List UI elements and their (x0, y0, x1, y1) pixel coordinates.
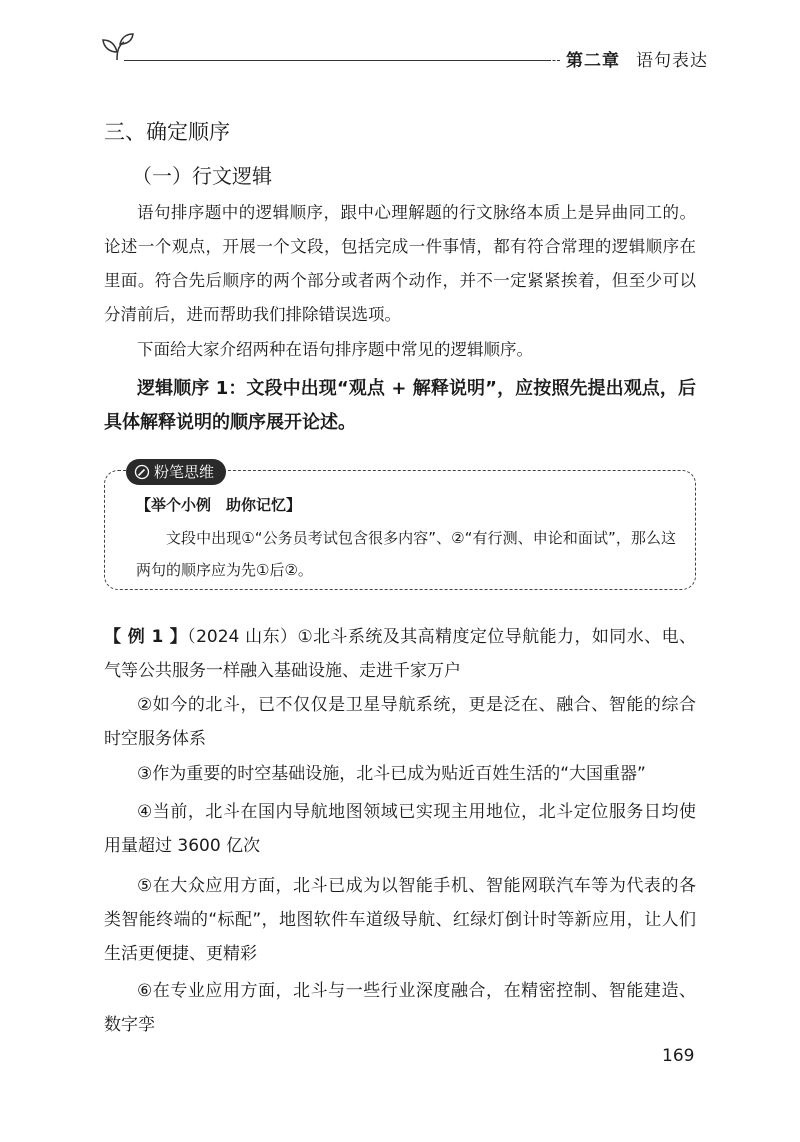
logic-rule: 逻辑顺序 1：文段中出现“观点 + 解释说明”，应按照先提出观点，后具体解释说明的顺序展开论述。 (104, 378, 696, 433)
section-title: 三、确定顺序 (104, 120, 230, 144)
example-1 (104, 620, 696, 688)
pencil-icon (134, 464, 150, 480)
example-source: （2024 山东） (187, 627, 298, 647)
header-title: 语句表达 (636, 51, 708, 71)
example-item-5: ⑤在大众应用方面，北斗已成为以智能手机、智能网联汽车等为代表的各类智能终端的“标配”，地图软件车道级导航、红绿灯倒计时等新应用，让人们生活更便捷、更精彩 (104, 876, 696, 964)
example-item-1: ①北斗系统及其高精度定位导航能力，如同水、电、气等公共服务一样融入基础设施、走进千家万户 (104, 627, 696, 681)
page-number: 169 (662, 1046, 695, 1066)
tip-badge-label: 粉笔思维 (154, 463, 215, 481)
example-item-4: ④当前，北斗在国内导航地图领域已实现主用地位，北斗定位服务日均使用量超过 3600 亿次 (104, 802, 696, 856)
header-chapter: 第二章 (566, 51, 620, 71)
tip-body: 文段中出现①“公务员考试包含很多内容”、②“有行测、申论和面试”，那么这两句的顺序应为先①后②。 (136, 529, 676, 579)
header-rule (124, 60, 549, 61)
tip-badge (126, 459, 226, 485)
paragraph-2: 下面给大家介绍两种在语句排序题中常见的逻辑顺序。 (137, 340, 533, 359)
paragraph-1: 语句排序题中的逻辑顺序，跟中心理解题的行文脉络本质上是异曲同工的。论述一个观点，开展一个文段，包括完成一件事情，都有符合常理的逻辑顺序在里面。符合先后顺序的两个部分或者两个动作，并不一定紧紧挨着，但至少可以分清前后，进而帮助我们排除错误选项。 (104, 203, 696, 324)
example-item-6: ⑥在专业应用方面，北斗与一些行业深度融合，在精密控制、智能建造、数字孪 (104, 981, 696, 1035)
header-rule-dash (548, 60, 560, 61)
sprout-icon (100, 30, 134, 60)
running-header (566, 46, 708, 71)
subsection-title: （一）行文逻辑 (132, 164, 272, 188)
example-item-3: ③作为重要的时空基础设施，北斗已成为贴近百姓生活的“大国重器” (137, 764, 646, 784)
example-tag: 【 例 1 】 (104, 627, 188, 647)
example-item-2: ②如今的北斗，已不仅仅是卫星导航系统，更是泛在、融合、智能的综合时空服务体系 (104, 695, 696, 749)
tip-heading: 【举个小例 助你记忆】 (136, 496, 302, 514)
